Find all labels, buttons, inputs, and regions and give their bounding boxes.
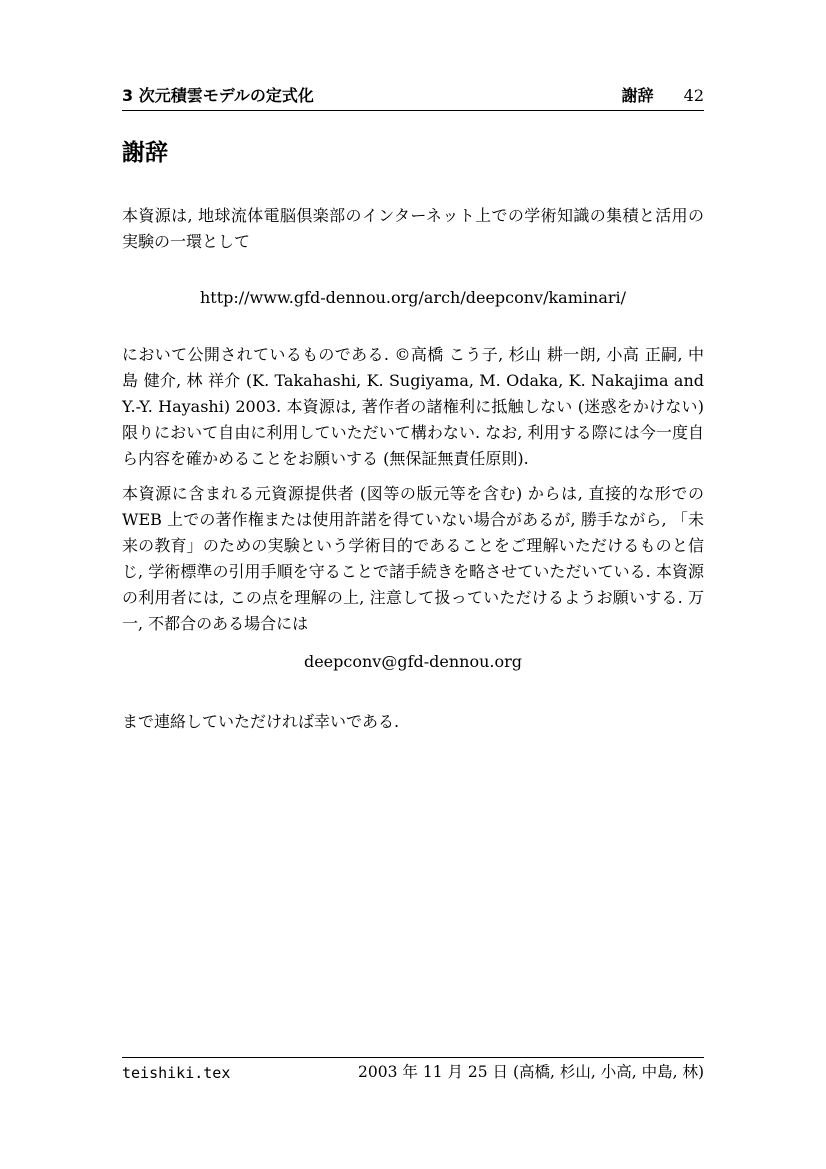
- url-line: [122, 285, 704, 311]
- footer-rule: [122, 1057, 704, 1058]
- contact-email-link[interactable]: deepconv@gfd-dennou.org: [303, 652, 523, 671]
- paragraph-intro: 本資源は, 地球流体電脳倶楽部のインターネット上での学術知識の集積と活用の実験の一環として: [122, 206, 704, 251]
- paragraph-closing: まで連絡していただければ幸いである.: [122, 712, 400, 731]
- header-rule: [122, 110, 704, 111]
- page-number: 42: [683, 86, 704, 105]
- running-header-right: [622, 86, 704, 105]
- email-line: [122, 649, 704, 675]
- running-header-chapter: 3 次元積雲モデルの定式化: [122, 86, 314, 105]
- section-title: 謝辞: [122, 140, 168, 166]
- footer-filename: teishiki.tex: [122, 1064, 231, 1082]
- paragraph-copyright: において公開されているものである. ©高橋 こう子, 杉山 耕一朗, 小高 正嗣, 中島 健介, 林 祥介 (K. Takahashi, K. Sugiyama, M. Odaka, K. Nakajima and Y.-Y. Hayashi) 2003. 本資源は, 著作者の諸権利に抵触しない (迷惑をかけない) 限りにおいて自由に利用していただいて構わない. なお, 利用する際には今一度自ら内容を確かめることをお願いする (無保証無責任原則).: [122, 345, 704, 468]
- archive-url-link[interactable]: http://www.gfd-dennou.org/arch/deepconv/kaminari/: [199, 288, 627, 307]
- paragraph-license: 本資源に含まれる元資源提供者 (図等の版元等を含む) からは, 直接的な形での WEB 上での著作権または使用許諾を得ていない場合があるが, 勝手ながら, 「未来の教育」のための実験という学術目的であることをご理解いただけるものと信じ, 学術標準の引用手順を守ることで諸手続きを略させていただいている. 本資源の利用者には, この点を理解の上, 注意して扱っていただけるようお願いする. 万一, 不都合のある場合には: [122, 484, 704, 633]
- footer-date-authors: 2003 年 11 月 25 日 (高橋, 杉山, 小高, 中島, 林): [358, 1063, 704, 1081]
- running-header-section: 謝辞: [621, 86, 654, 105]
